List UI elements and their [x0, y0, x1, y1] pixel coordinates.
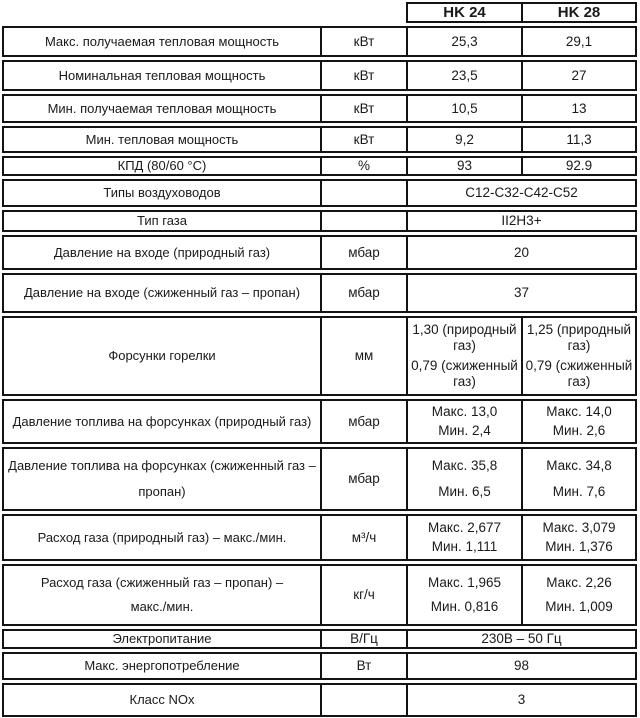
text-line: Мин. 2,4: [438, 423, 491, 438]
value-cell-merged: [406, 210, 637, 232]
unit-cell: [320, 316, 408, 396]
text-line: Макс. 3,079: [542, 519, 616, 535]
value-cell-hk28: [521, 399, 637, 444]
param-label-cell: [2, 273, 322, 313]
value-cell-hk28: [521, 156, 637, 176]
unit-cell: [320, 564, 408, 626]
table-row: [2, 514, 640, 561]
param-label-cell: [2, 94, 322, 123]
value-cell-hk28: [521, 94, 637, 123]
text-line: Вт: [356, 658, 372, 673]
text-line: Мин. 0,816: [430, 599, 499, 615]
table-row: [2, 316, 640, 396]
text-line: 23,5: [451, 67, 478, 83]
text-line: 29,1: [565, 33, 593, 49]
text-line: 1,25 (природный газ): [526, 322, 632, 353]
text-line: Макс. получаемая тепловая мощность: [44, 33, 280, 49]
value-cell-hk24: [406, 26, 523, 57]
table-header-row: [2, 2, 640, 23]
text-line: Мин. 2,6: [552, 423, 606, 438]
text-line: 98: [513, 658, 530, 673]
value-cell-hk24: [406, 156, 523, 176]
unit-cell: [320, 399, 408, 444]
value-cell-merged: [406, 235, 637, 270]
text-line: мбар: [348, 244, 380, 260]
table-row: [2, 652, 640, 680]
text-line: 13: [571, 100, 587, 116]
column-header-hk24: HK 24: [406, 2, 523, 23]
param-label-cell: [2, 514, 322, 561]
text-line: макс./мин.: [130, 599, 194, 615]
unit-cell: [320, 273, 408, 313]
param-label-cell: [2, 683, 322, 717]
value-cell-hk24: [406, 564, 523, 626]
text-line: Макс. энергопотребление: [84, 658, 240, 673]
unit-cell: [320, 514, 408, 561]
unit-cell: [320, 629, 408, 649]
value-cell-merged: [406, 179, 637, 207]
text-line: Давление на входе (сжиженный газ – пропан): [23, 285, 301, 300]
text-line: Мин. 1,376: [545, 539, 613, 555]
table-row: [2, 629, 640, 649]
unit-cell: [320, 210, 408, 232]
unit-cell: [320, 179, 408, 207]
param-label-cell: [2, 629, 322, 649]
text-line: пропан): [138, 483, 186, 499]
text-line: 11,3: [566, 131, 592, 147]
header-spacer: [2, 2, 406, 23]
table-row: [2, 273, 640, 313]
text-line: 25,3: [451, 33, 478, 49]
text-line: 0,79 (сжиженный газ): [525, 358, 633, 389]
text-line: %: [357, 158, 370, 173]
text-line: Типы воздуховодов: [103, 185, 221, 200]
text-line: 9,2: [455, 131, 474, 147]
text-line: Расход газа (сжиженный газ – пропан) –: [40, 574, 284, 590]
text-line: мм: [354, 348, 374, 363]
value-cell-merged: [406, 629, 637, 649]
table-row: [2, 210, 640, 232]
unit-cell: [320, 60, 408, 91]
text-line: 3: [517, 692, 526, 707]
param-label-cell: [2, 156, 322, 176]
unit-cell: [320, 156, 408, 176]
text-line: мбар: [348, 413, 380, 429]
unit-cell: [320, 652, 408, 680]
text-line: Расход газа (природный газ) – макс./мин.: [37, 529, 287, 545]
value-cell-hk24: [406, 447, 523, 511]
value-cell-merged: [406, 652, 637, 680]
text-line: кВт: [353, 100, 375, 116]
text-line: кг/ч: [353, 587, 375, 602]
param-label-cell: [2, 179, 322, 207]
value-cell-hk28: [521, 447, 637, 511]
text-line: Форсунки горелки: [108, 348, 216, 363]
text-line: Макс. 1,965: [428, 574, 501, 590]
value-cell-hk24: [406, 514, 523, 561]
text-line: 37: [513, 285, 530, 300]
param-label-cell: [2, 399, 322, 444]
text-line: Электропитание: [112, 631, 212, 646]
param-label-cell: [2, 447, 322, 511]
value-cell-hk28: [521, 514, 637, 561]
unit-cell: [320, 683, 408, 717]
text-line: мбар: [348, 285, 380, 300]
value-cell-merged: [406, 273, 637, 313]
text-line: Давление на входе (природный газ): [53, 244, 271, 260]
table-row: [2, 179, 640, 207]
param-label-cell: [2, 210, 322, 232]
text-line: Макс. 35,8: [431, 458, 498, 474]
unit-cell: [320, 235, 408, 270]
table-row: [2, 683, 640, 717]
text-line: II2H3+: [501, 213, 542, 228]
text-line: Класс NOx: [129, 692, 195, 707]
param-label-cell: [2, 652, 322, 680]
text-line: C12-C32-C42-C52: [465, 185, 578, 200]
unit-cell: [320, 26, 408, 57]
value-cell-hk28: [521, 60, 637, 91]
text-line: Тип газа: [136, 213, 187, 228]
value-cell-hk24: [406, 126, 523, 153]
text-line: Мин. 1,111: [431, 539, 498, 555]
text-line: 93: [456, 158, 473, 173]
param-label-cell: [2, 316, 322, 396]
value-cell-hk28: [521, 316, 637, 396]
table-row: [2, 564, 640, 626]
param-label-cell: [2, 26, 322, 57]
text-line: Давление топлива на форсунках (природный газ): [12, 413, 312, 429]
unit-cell: [320, 94, 408, 123]
text-line: Макс. 14,0: [546, 404, 612, 419]
value-cell-hk28: [521, 126, 637, 153]
text-line: Номинальная тепловая мощность: [58, 67, 266, 83]
value-cell-hk24: [406, 399, 523, 444]
text-line: В/Гц: [350, 631, 378, 646]
table-row: [2, 126, 640, 153]
text-line: Давление топлива на форсунках (сжиженный газ –: [8, 458, 316, 474]
text-line: кВт: [353, 131, 375, 147]
text-line: Мин. 7,6: [552, 483, 606, 499]
value-cell-hk28: [521, 564, 637, 626]
text-line: Мин. тепловая мощность: [85, 131, 239, 147]
table-row: [2, 26, 640, 57]
value-cell-hk28: [521, 26, 637, 57]
param-label-cell: [2, 126, 322, 153]
text-line: Макс. 13,0: [431, 404, 498, 419]
param-label-cell: [2, 235, 322, 270]
text-line: м³/ч: [351, 529, 377, 545]
table-row: [2, 60, 640, 91]
text-line: 27: [571, 67, 587, 83]
value-cell-hk24: [406, 94, 523, 123]
text-line: Макс. 2,677: [428, 519, 501, 535]
param-label-cell: [2, 60, 322, 91]
unit-cell: [320, 447, 408, 511]
param-label-cell: [2, 564, 322, 626]
table-row: [2, 447, 640, 511]
text-line: мбар: [348, 471, 380, 486]
text-line: кВт: [353, 67, 375, 83]
text-line: 230В – 50 Гц: [481, 631, 562, 646]
text-line: КПД (80/60 °C): [117, 158, 207, 173]
text-line: кВт: [353, 33, 375, 49]
text-line: Макс. 2,26: [546, 574, 612, 590]
text-line: 10,5: [451, 100, 478, 116]
text-line: 92.9: [565, 158, 593, 173]
table-row: [2, 235, 640, 270]
text-line: 20: [513, 244, 530, 260]
column-header-hk28: HK 28: [521, 2, 637, 23]
text-line: Мин. получаемая тепловая мощность: [47, 100, 277, 116]
text-line: Макс. 34,8: [546, 458, 612, 474]
unit-cell: [320, 126, 408, 153]
text-line: 0,79 (сжиженный газ): [411, 358, 518, 389]
value-cell-hk24: [406, 60, 523, 91]
table-row: [2, 156, 640, 176]
table-row: [2, 94, 640, 123]
text-line: Мин. 6,5: [438, 483, 491, 499]
value-cell-hk24: [406, 316, 523, 396]
text-line: 1,30 (природный газ): [412, 322, 517, 353]
value-cell-merged: [406, 683, 637, 717]
spec-table-body: [2, 26, 640, 717]
text-line: Мин. 1,009: [545, 599, 613, 615]
table-row: [2, 399, 640, 444]
